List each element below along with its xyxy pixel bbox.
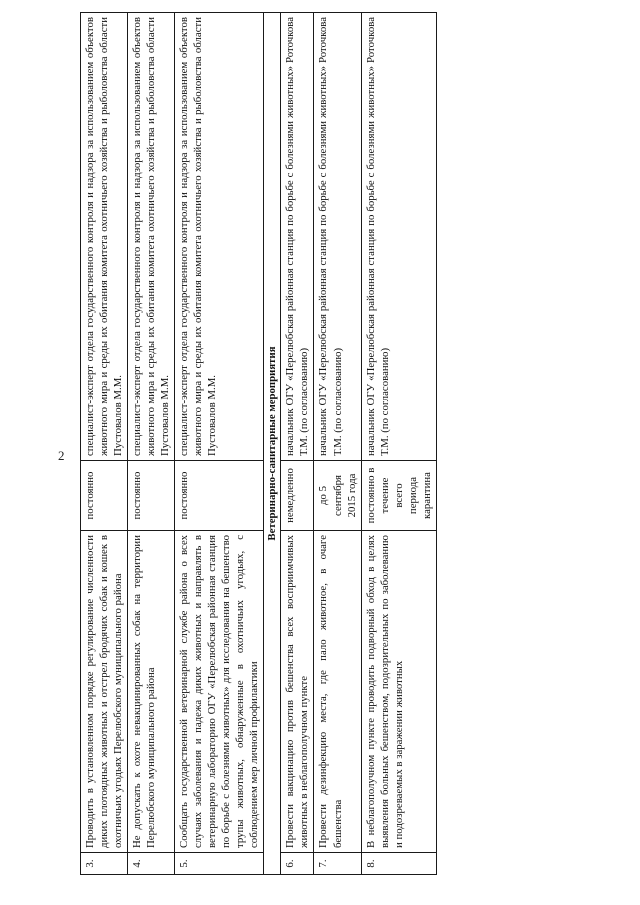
section-row [264, 13, 281, 875]
responsible-cell: специалист-эксперт отдела государственного контроля и надзора за использованием объектов животного мира и среды их обитания комитета охотничьего хозяйства и рыболовства области Пустовалов М.М. [128, 13, 175, 461]
table-row [281, 13, 314, 875]
responsible-cell: начальник ОГУ «Перелюбская районная станция по борьбе с болезнями животных» Роточкова Т.М. (по согласованию) [281, 13, 314, 461]
measures-table [80, 12, 437, 875]
table-body-upper [81, 13, 264, 875]
page-number: 2 [58, 448, 65, 463]
responsible-cell: специалист-эксперт отдела государственного контроля и надзора за использованием объектов животного мира и среды их обитания комитета охотничьего хозяйства и рыболовства области Пустовалов М.М. [175, 13, 264, 461]
task-cell: Не допускать к охоте невакцинированных собак на территории Перелюбского муниципального района [128, 531, 175, 853]
term-cell: постоянно [175, 461, 264, 531]
table-row [128, 13, 175, 875]
responsible-cell: специалист-эксперт отдела государственного контроля и надзора за использованием объектов животного мира и среды их обитания комитета охотничьего хозяйства и рыболовства области Пустовалов М.М. [81, 13, 128, 461]
table-row [314, 13, 361, 875]
row-number: 7. [314, 853, 361, 875]
task-cell: Провести дезинфекцию места, где пало животное, в очаге бешенства [314, 531, 361, 853]
table-body-lower [281, 13, 436, 875]
term-cell: постоянно в течение всего периода карантина [361, 461, 436, 531]
row-number: 4. [128, 853, 175, 875]
table-row [175, 13, 264, 875]
section-heading: Ветеринарно-санитарные мероприятия [264, 13, 281, 875]
task-cell: В неблагополучном пункте проводить подворный обход в целях выявления больных бешенством, подозрительных по заболеванию и подозреваемых в заражении животных [361, 531, 436, 853]
table-section [264, 13, 281, 875]
responsible-cell: начальник ОГУ «Перелюбская районная станция по борьбе с болезнями животных» Роточкова Т.М. (по согласованию) [314, 13, 361, 461]
row-number: 6. [281, 853, 314, 875]
responsible-cell: начальник ОГУ «Перелюбская районная станция по борьбе с болезнями животных» Роточкова Т.М. (по согласованию) [361, 13, 436, 461]
task-cell: Провести вакцинацию против бешенства всех восприимчивых животных в неблагополучном пункте [281, 531, 314, 853]
task-cell: Сообщать государственной ветеринарной службе района о всех случаях заболевания и падежа диких животных и направлять в ветеринарную лабораторию ОГУ «Перелюбская районная станция по борьбе с болезнями животных» для исследования на бешенство трупы животных, обнаруженные в охотничьих угодьях, с соблюдением мер личной профилактики [175, 531, 264, 853]
table-row [81, 13, 128, 875]
term-cell: постоянно [128, 461, 175, 531]
term-cell: немедленно [281, 461, 314, 531]
row-number: 8. [361, 853, 436, 875]
row-number: 3. [81, 853, 128, 875]
table-row [361, 13, 436, 875]
row-number: 5. [175, 853, 264, 875]
task-cell: Проводить в установленном порядке регулирование численности диких плотоядных животных и отстрел бродячих собак и кошек в охотничьих угодьях Перелюбского муниципального района [81, 531, 128, 853]
term-cell: постоянно [81, 461, 128, 531]
term-cell: до 5 сентября 2015 года [314, 461, 361, 531]
